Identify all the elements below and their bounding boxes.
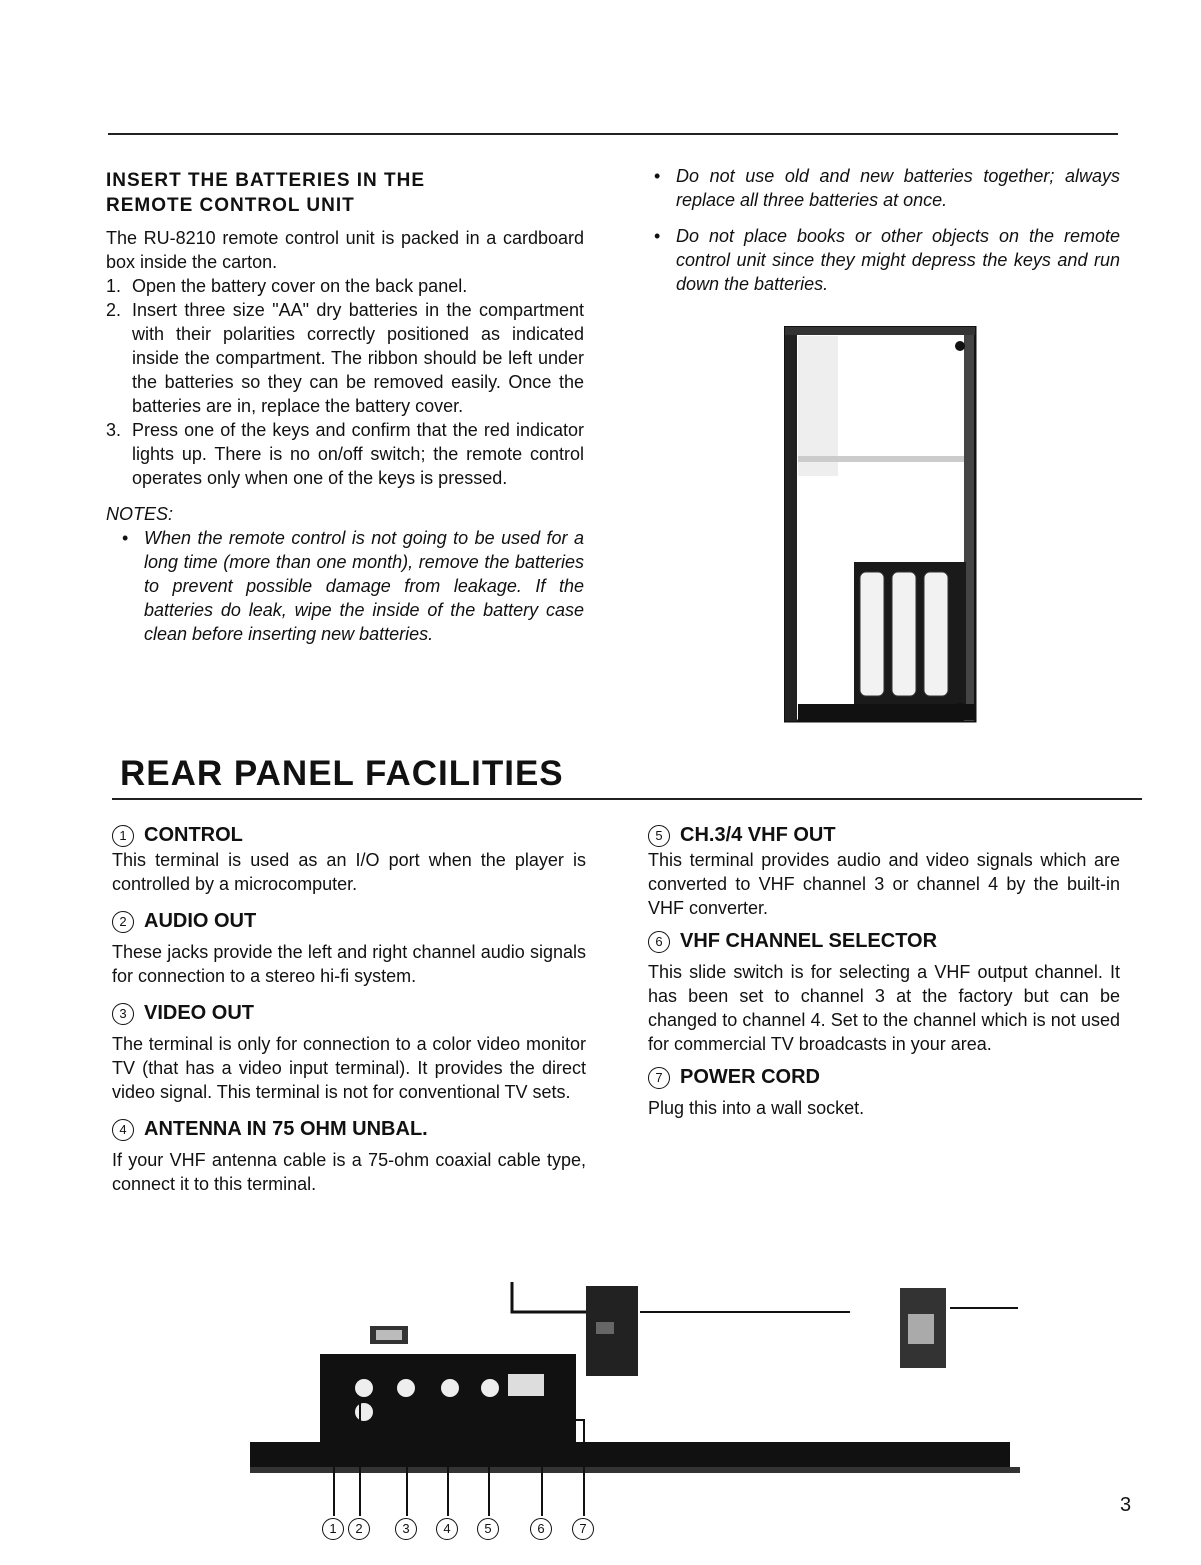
page-number: 3 xyxy=(1120,1494,1132,1516)
remote-battery-photo xyxy=(784,326,978,724)
section-video-out xyxy=(112,1000,586,1104)
circled-number: 1 xyxy=(112,825,134,847)
rear-panel-title: REAR PANEL FACILITIES xyxy=(120,754,564,793)
note-item-1: • When the remote control is not going to be used for a long time (more than one month), remove the batteries to prevent possible damage from leakage. If the batteries do leak, wipe the inside of the battery case clean before inserting new batteries. xyxy=(122,528,584,644)
battery-heading-line2: REMOTE CONTROL UNIT xyxy=(106,195,355,216)
notes-label: NOTES: xyxy=(106,504,174,524)
callout-1: 1 xyxy=(322,1518,344,1540)
rear-panel-rule xyxy=(112,798,1142,800)
section-title: AUDIO OUT xyxy=(144,910,257,932)
circled-number: 3 xyxy=(112,1003,134,1025)
battery-step-3: 3. Press one of the keys and confirm that the red indicator lights up. There is no on/off switch; the remote control operates only when one of the keys is pressed. xyxy=(106,420,584,488)
battery-heading-line1: INSERT THE BATTERIES IN THE xyxy=(106,170,426,191)
circled-number: 2 xyxy=(112,911,134,933)
note-item-3: • Do not place books or other objects on the remote control unit since they might depress the keys and run down the batteries. xyxy=(654,226,1120,294)
section-vhf-channel-selector xyxy=(648,928,1120,1056)
callout-6: 6 xyxy=(530,1518,552,1540)
section-control xyxy=(112,822,586,896)
section-title: VHF CHANNEL SELECTOR xyxy=(680,930,938,952)
section-antenna-in xyxy=(112,1116,586,1196)
section-title: CH.3/4 VHF OUT xyxy=(680,824,836,846)
section-text: The terminal is only for connection to a color video monitor TV (that has a video input terminal). It provides the direct video signal. This terminal is not for conventional TV sets. xyxy=(112,1034,586,1102)
callout-line-7 xyxy=(556,1420,584,1516)
battery-steps xyxy=(106,274,584,490)
rear-panel-left xyxy=(112,822,586,1196)
circled-number: 7 xyxy=(648,1067,670,1089)
section-vhf-out xyxy=(648,822,1120,920)
section-title: ANTENNA IN 75 OHM UNBAL. xyxy=(144,1118,428,1140)
callout-5: 5 xyxy=(477,1518,499,1540)
section-text: This terminal provides audio and video signals which are converted to VHF channel 3 or channel 4 by the built-in VHF converter. xyxy=(648,850,1120,918)
callout-4: 4 xyxy=(436,1518,458,1540)
battery-section xyxy=(106,168,584,646)
top-rule xyxy=(108,133,1118,135)
callout-7: 7 xyxy=(572,1518,594,1540)
battery-step-2: 2. Insert three size "AA" dry batteries in the compartment with their polarities correctly positioned as indicated inside the compartment. The ribbon should be left under the batteries so they can be removed easily. Once the batteries are in, replace the battery cover. xyxy=(106,300,584,416)
section-title: CONTROL xyxy=(144,824,243,846)
notes-continued xyxy=(650,164,1120,296)
rear-panel-right xyxy=(648,822,1120,1120)
section-text: These jacks provide the left and right channel audio signals for connection to a stereo hi-fi system. xyxy=(112,942,586,986)
section-power-cord xyxy=(648,1064,1120,1120)
battery-heading xyxy=(106,168,584,218)
section-text: This terminal is used as an I/O port when the player is controlled by a microcomputer. xyxy=(112,850,586,894)
section-text: If your VHF antenna cable is a 75-ohm coaxial cable type, connect it to this terminal. xyxy=(112,1150,586,1194)
battery-step-1: 1. Open the battery cover on the back panel. xyxy=(106,276,468,296)
note-item-2: • Do not use old and new batteries together; always replace all three batteries at once. xyxy=(654,166,1120,210)
section-title: VIDEO OUT xyxy=(144,1002,255,1024)
section-text: This slide switch is for selecting a VHF output channel. It has been set to channel 3 at the factory but can be changed to channel 4. Set to the channel which is not used for commercial TV broadcasts in your area. xyxy=(648,962,1120,1054)
section-audio-out xyxy=(112,908,586,988)
circled-number: 5 xyxy=(648,825,670,847)
section-title: POWER CORD xyxy=(680,1066,820,1088)
callout-3: 3 xyxy=(395,1518,417,1540)
callout-lines xyxy=(320,1400,590,1520)
section-text: Plug this into a wall socket. xyxy=(648,1098,865,1118)
circled-number: 6 xyxy=(648,931,670,953)
battery-intro: The RU-8210 remote control unit is packed in a cardboard box inside the carton. xyxy=(106,228,584,272)
circled-number: 4 xyxy=(112,1119,134,1141)
callout-2: 2 xyxy=(348,1518,370,1540)
